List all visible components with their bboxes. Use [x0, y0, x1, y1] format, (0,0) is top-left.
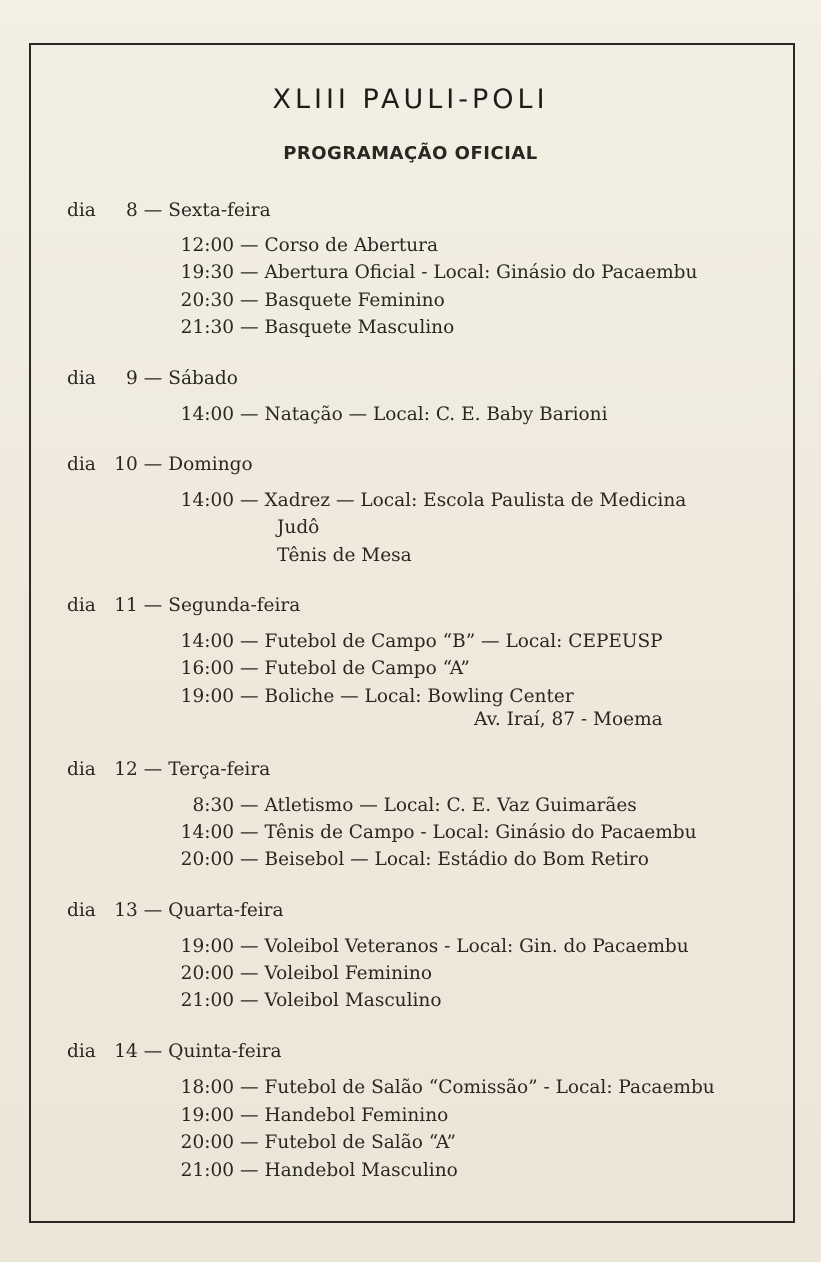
day-heading: dia 9 — Sábado [67, 368, 238, 389]
event-text: Futebol de Campo “B” — Local: CEPEUSP [264, 631, 663, 652]
event-time: 19:00 [180, 936, 234, 957]
event-row: 16:00 — Futebol de Campo “A” [178, 658, 470, 679]
event-row: 14:00 — Xadrez — Local: Escola Paulista de Medicina [178, 490, 686, 511]
event-text: Handebol Masculino [264, 1160, 458, 1181]
day-name: Quinta-feira [168, 1041, 282, 1062]
event-time: 16:00 [180, 658, 234, 679]
day-heading: dia 10 — Domingo [67, 454, 253, 475]
event-row: 14:00 — Futebol de Campo “B” — Local: CEPEUSP [178, 631, 663, 652]
event-row: 20:30 — Basquete Feminino [178, 290, 445, 311]
event-time: 20:00 [180, 1132, 234, 1153]
event-text: Tênis de Campo - Local: Ginásio do Pacaembu [264, 822, 697, 843]
event-text: Basquete Feminino [264, 290, 445, 311]
event-text: Xadrez — Local: Escola Paulista de Medicina [264, 490, 687, 511]
event-text: Atletismo — Local: C. E. Vaz Guimarães [264, 795, 637, 816]
day-heading: dia 8 — Sexta-feira [67, 200, 271, 221]
day-label: dia [67, 759, 96, 780]
event-row: 21:00 — Handebol Masculino [178, 1160, 458, 1181]
event-text: Futebol de Salão “Comissão” - Local: Pacaembu [264, 1077, 715, 1098]
day-name: Domingo [168, 454, 253, 475]
day-number: 13 [114, 900, 138, 921]
event-time: 14:00 [180, 404, 234, 425]
event-row: 19:00 — Voleibol Veteranos - Local: Gin. do Pacaembu [178, 936, 689, 957]
day-label: dia [67, 595, 96, 616]
event-row: 12:00 — Corso de Abertura [178, 235, 438, 256]
day-number: 12 [114, 759, 138, 780]
day-name: Sábado [168, 368, 238, 389]
day-heading: dia 13 — Quarta-feira [67, 900, 284, 921]
event-text: Voleibol Masculino [264, 990, 442, 1011]
event-text: Voleibol Feminino [264, 963, 432, 984]
event-time: 21:00 [180, 1160, 234, 1181]
day-number: 10 [114, 454, 138, 475]
event-text: Boliche — Local: Bowling Center [264, 686, 574, 707]
day-heading: dia 12 — Terça-feira [67, 759, 271, 780]
day-number: 14 [114, 1041, 138, 1062]
event-continuation: Judô [277, 517, 320, 538]
day-label: dia [67, 900, 96, 921]
day-name: Terça-feira [168, 759, 271, 780]
event-text: Basquete Masculino [264, 317, 455, 338]
event-text: Beisebol — Local: Estádio do Bom Retiro [264, 849, 649, 870]
event-row: 20:00 — Voleibol Feminino [178, 963, 432, 984]
day-name: Sexta-feira [168, 200, 271, 221]
event-continuation: Av. Iraí, 87 - Moema [474, 709, 663, 730]
event-time: 14:00 [180, 631, 234, 652]
event-row: 19:00 — Boliche — Local: Bowling Center [178, 686, 574, 707]
event-time: 12:00 [180, 235, 234, 256]
day-label: dia [67, 454, 96, 475]
day-name: Segunda-feira [168, 595, 301, 616]
event-row: 14:00 — Tênis de Campo - Local: Ginásio do Pacaembu [178, 822, 697, 843]
event-row: 20:00 — Futebol de Salão “A” [178, 1132, 456, 1153]
day-number: 9 [126, 368, 138, 389]
event-row: 21:30 — Basquete Masculino [178, 317, 454, 338]
event-row: 8:30 — Atletismo — Local: C. E. Vaz Guimarães [178, 795, 637, 816]
event-text: Futebol de Salão “A” [264, 1132, 456, 1153]
event-text: Futebol de Campo “A” [264, 658, 470, 679]
event-text: Corso de Abertura [264, 235, 439, 256]
event-time: 20:00 [180, 849, 234, 870]
event-time: 14:00 [180, 490, 234, 511]
day-label: dia [67, 200, 96, 221]
event-time: 14:00 [180, 822, 234, 843]
event-time: 20:00 [180, 963, 234, 984]
event-text: Handebol Feminino [264, 1105, 449, 1126]
day-number: 8 [126, 200, 138, 221]
event-time: 19:00 [180, 686, 234, 707]
document-title: XLIII PAULI-POLI [272, 84, 549, 115]
event-row: 19:30 — Abertura Oficial - Local: Ginásio do Pacaembu [178, 262, 697, 283]
event-row: 21:00 — Voleibol Masculino [178, 990, 442, 1011]
event-time: 20:30 [180, 290, 234, 311]
event-time: 19:30 [180, 262, 234, 283]
day-number: 11 [114, 595, 138, 616]
event-continuation: Tênis de Mesa [277, 545, 412, 566]
event-row: 20:00 — Beisebol — Local: Estádio do Bom Retiro [178, 849, 649, 870]
day-label: dia [67, 368, 96, 389]
event-text: Voleibol Veteranos - Local: Gin. do Pacaembu [264, 936, 689, 957]
event-text: Abertura Oficial - Local: Ginásio do Pacaembu [264, 262, 698, 283]
event-time: 21:00 [180, 990, 234, 1011]
day-label: dia [67, 1041, 96, 1062]
event-time: 8:30 [192, 795, 234, 816]
event-time: 19:00 [180, 1105, 234, 1126]
event-row: 18:00 — Futebol de Salão “Comissão” - Local: Pacaembu [178, 1077, 715, 1098]
event-time: 21:30 [180, 317, 234, 338]
event-text: Natação — Local: C. E. Baby Barioni [264, 404, 608, 425]
event-time: 18:00 [180, 1077, 234, 1098]
event-row: 19:00 — Handebol Feminino [178, 1105, 448, 1126]
day-heading: dia 11 — Segunda-feira [67, 595, 301, 616]
day-heading: dia 14 — Quinta-feira [67, 1041, 282, 1062]
document-subtitle: PROGRAMAÇÃO OFICIAL [283, 143, 538, 164]
day-name: Quarta-feira [168, 900, 284, 921]
event-row: 14:00 — Natação — Local: C. E. Baby Barioni [178, 404, 608, 425]
